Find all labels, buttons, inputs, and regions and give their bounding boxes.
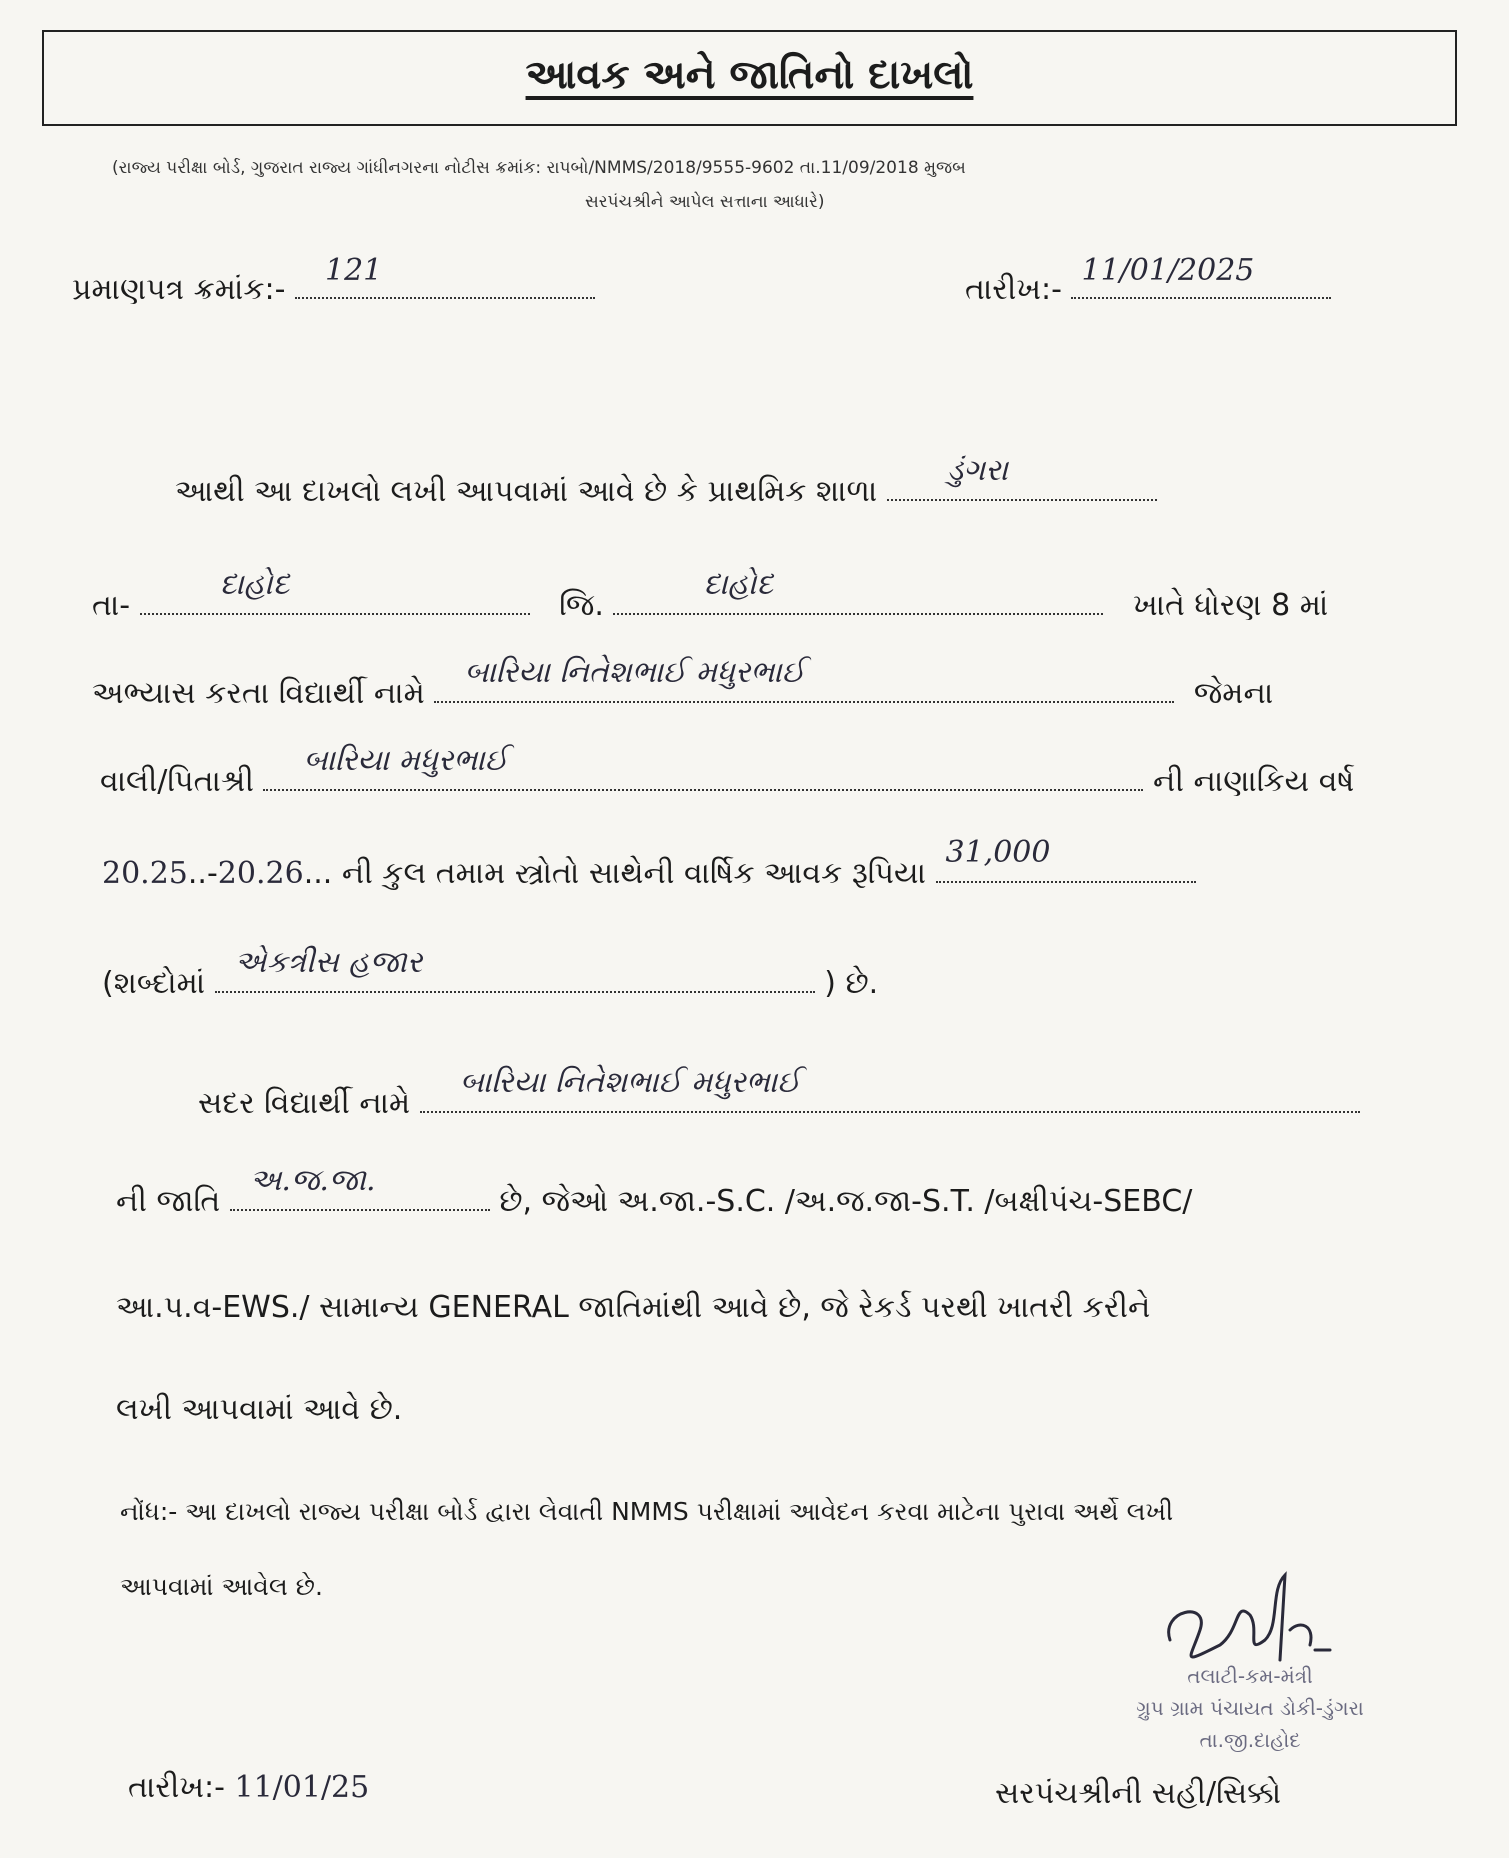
income-field [936, 835, 1196, 883]
footer-date-value: 11/01/25 [234, 1770, 370, 1805]
student-label: અભ્યાસ કરતા વિદ્યાર્થી નામે [92, 676, 425, 711]
note-line-1: નોંધ:- આ દાખલો રાજ્ય પરીક્ષા બોર્ડ દ્વારા લેવાતી NMMS પરીક્ષામાં આવેદન કરવા માટેના પુરાવા અર્થે લખી [120, 1497, 1174, 1526]
date-row [965, 253, 1331, 307]
income-text: ની કુલ તમામ સ્ત્રોતો સાથેની વાર્ષિક આવક રૂપિયા [341, 856, 926, 891]
paragraph2-line2 [116, 1163, 1193, 1219]
words-field [215, 945, 815, 993]
words-value: એકત્રીસ હજાર [234, 945, 423, 980]
date-value: 11/01/2025 [1081, 253, 1255, 288]
sarpanch-signature-label: સરપંચશ્રીની સહી/સિક્કો [995, 1776, 1282, 1811]
title-box [42, 30, 1457, 126]
paragraph1-line6 [102, 945, 879, 1001]
income-value: 31,000 [945, 835, 1051, 870]
notice-line-1: (રાજ્ય પરીક્ષા બોર્ડ, ગુજરાત રાજ્ય ગાંધીનગરના નોટીસ ક્રમાંક: રાપબો/NMMS/2018/9555-9602 તા.11/09/2018 મુજબ [112, 158, 966, 178]
paragraph2-line1 [198, 1065, 1360, 1121]
taluka-value: દાહોદ [219, 567, 290, 602]
certificate-no-row [72, 253, 595, 307]
certificate-no-value: 121 [325, 253, 383, 288]
paragraph2-line4: લખી આપવામાં આવે છે. [116, 1392, 403, 1427]
date-field [1071, 253, 1331, 299]
words-open: (શબ્દોમાં [102, 966, 206, 1001]
standard-text: ખાતે ધોરણ 8 માં [1132, 588, 1329, 623]
stamp-line-3: તા.જી.દાહોદ [1199, 1728, 1301, 1752]
p2-student-name-field [420, 1065, 1360, 1113]
paragraph1-line3 [92, 655, 1274, 711]
intro-text: આથી આ દાખલો લખી આપવામાં આવે છે કે પ્રાથમિક શાળા [175, 474, 878, 509]
stamp-line-2: ગ્રુપ ગ્રામ પંચાયત ડોકી-ડુંગરા [1136, 1696, 1364, 1720]
district-value: દાહોદ [703, 567, 774, 602]
year-to: 20.26 [217, 856, 304, 891]
parent-label: વાલી/પિતાશ્રી [100, 764, 254, 799]
caste-label: ની જાતિ [116, 1184, 221, 1219]
footer-date [128, 1770, 369, 1805]
year-from: 20.25 [102, 856, 188, 891]
caste-field [230, 1163, 490, 1211]
parent-name-value: બારિયા મધુરભાઈ [303, 743, 508, 778]
paragraph2-line3: આ.પ.વ-EWS./ સામાન્ય GENERAL જાતિમાંથી આવે છે, જે રેકર્ડ પરથી ખાતરી કરીને [116, 1290, 1151, 1325]
district-label: જિ. [559, 588, 604, 623]
note-line-2: આપવામાં આવેલ છે. [120, 1572, 323, 1601]
taluka-field [140, 567, 530, 615]
fy-text: ની નાણાકિય વર્ષ [1153, 764, 1355, 799]
paragraph1-line1 [175, 453, 1157, 509]
district-field [613, 567, 1103, 615]
whose-text: જેમના [1193, 676, 1274, 711]
words-close: ) છે. [824, 966, 879, 1001]
paragraph1-line5: 20.25..-20.26... ની કુલ તમામ સ્ત્રોતો સાથેની વાર્ષિક આવક રૂપિયા 31,000 [102, 856, 1196, 891]
student-name-value: બારિયા નિતેશભાઈ મધુરભાઈ [464, 655, 805, 690]
footer-date-label: તારીખ:- [128, 1770, 225, 1805]
stamp [1100, 1664, 1400, 1752]
certificate-no-label: પ્રમાણપત્ર ક્રમાંક:- [72, 272, 286, 307]
school-value: ડુંગરા [946, 453, 1009, 488]
student-name-field [434, 655, 1174, 703]
paragraph1-line2 [92, 567, 1329, 623]
paragraph1-line4 [100, 743, 1355, 799]
notice-line-2: સરપંચશ્રીને આપેલ સત્તાના આધારે) [585, 192, 825, 212]
p2-student-name-value: બારિયા નિતેશભાઈ મધુરભાઈ [459, 1065, 801, 1100]
parent-name-field [263, 743, 1143, 791]
caste-value: અ.જ.જા. [249, 1163, 376, 1198]
date-label: તારીખ:- [965, 272, 1062, 307]
document-title: આવક અને જાતિનો દાખલો [525, 52, 974, 98]
stamp-line-1: તલાટી-કમ-મંત્રી [1187, 1664, 1313, 1688]
caste-text: છે, જેઓ અ.જા.-S.C. /અ.જ.જા-S.T. /બક્ષીપંચ-SEBC/ [499, 1184, 1193, 1219]
certificate-no-field [295, 253, 595, 299]
p2-intro: સદર વિદ્યાર્થી નામે [198, 1086, 411, 1121]
school-field [887, 453, 1157, 501]
taluka-label: તા- [92, 588, 131, 623]
